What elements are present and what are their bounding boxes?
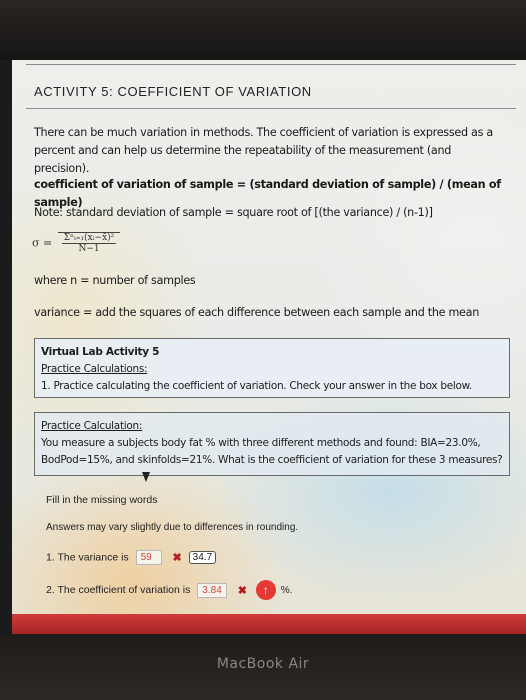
virtual-lab-box	[34, 338, 510, 398]
variance-text: variance = add the squares of each difference between each sample and the mean	[34, 306, 479, 319]
q1-label: 1. The variance is	[46, 551, 129, 564]
laptop-bezel-top	[0, 0, 526, 60]
note-text: Note: standard deviation of sample = square root of [(the variance) / (n-1)]	[34, 206, 433, 219]
mouse-cursor	[142, 472, 150, 482]
laptop-bezel-bottom	[0, 634, 526, 700]
std-dev-formula	[32, 232, 120, 254]
device-label: MacBook Air	[216, 656, 310, 672]
formula-lhs: σ =	[32, 236, 53, 250]
page-title: ACTIVITY 5: COEFFICIENT OF VARIATION	[34, 84, 312, 99]
formula-numerator: Σⁿᵢ₌₁(xᵢ−x̄)²	[63, 233, 115, 243]
practice-box	[34, 412, 510, 476]
title-divider	[26, 108, 516, 109]
fill-heading: Fill in the missing words	[46, 494, 158, 506]
q2-suffix: %.	[280, 584, 293, 596]
question-1	[46, 550, 216, 565]
formula-denominator: N−1	[78, 244, 100, 254]
fill-note: Answers may vary slightly due to differences in rounding.	[46, 522, 299, 533]
virtual-lab-item: 1. Practice calculating the coefficient of variation. Check your answer in the box below.	[41, 380, 472, 392]
practice-question: You measure a subjects body fat % with three different methods and found: BIA=23.0%, BodPod=15%, and skinfolds=21%. What is the coefficient of variation for these 3 measures?	[41, 437, 503, 466]
q1-answer-input[interactable]: 59	[136, 550, 162, 565]
arrow-up-icon[interactable]: ↑	[256, 580, 276, 600]
screen	[12, 60, 526, 622]
formula-sqrt	[58, 232, 121, 254]
q1-correct-answer: 34.7	[189, 551, 216, 564]
where-text: where n = number of samples	[34, 274, 196, 287]
question-2	[46, 580, 292, 600]
formula-fraction	[62, 233, 117, 254]
q2-label: 2. The coefficient of variation is	[46, 584, 191, 596]
intro-text: There can be much variation in methods. The coefficient of variation is expressed as a percent and can help us determine the repeatability of the measurement (and precision).	[34, 126, 493, 175]
definition-text: coefficient of variation of sample = (standard deviation of sample) / (mean of sample)	[34, 178, 501, 209]
red-progress-bar	[12, 614, 526, 634]
q2-answer-input[interactable]: 3.84	[197, 583, 226, 598]
virtual-lab-subtitle: Practice Calculations:	[41, 363, 148, 375]
x-icon: ✖	[237, 584, 247, 597]
practice-title: Practice Calculation:	[41, 420, 143, 432]
virtual-lab-title: Virtual Lab Activity 5	[41, 346, 160, 358]
x-icon: ✖	[172, 552, 182, 564]
top-divider	[26, 64, 516, 65]
